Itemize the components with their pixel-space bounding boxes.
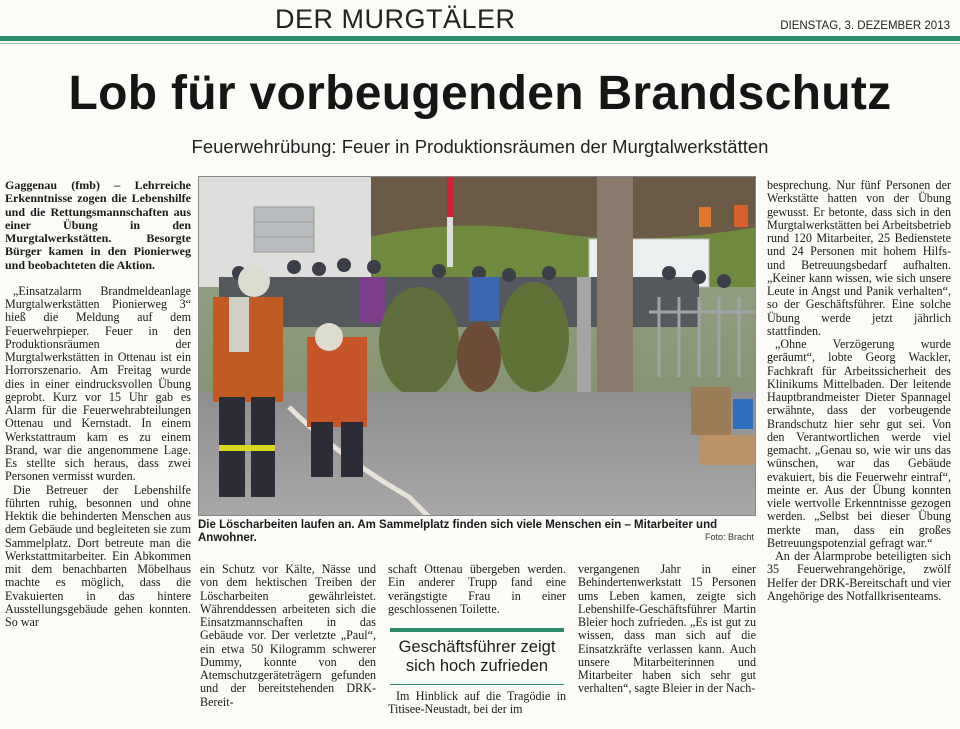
paragraph: schaft Ottenau übergeben werden. Ein anderer Trupp fand eine verängstigte Frau in einer geschlossenen Toilette. — [388, 562, 566, 616]
masthead: DER MURGTÄLER — [275, 4, 516, 34]
issue-date: DIENSTAG, 3. DEZEMBER 2013 — [780, 20, 950, 32]
paragraph: „Einsatzalarm Brandmeldeanlage Murgtalwerkstätten Pionierweg 3“ hieß die Meldung auf dem Feuerwehrpieper. Feuer in den Produktionsräumen der Murgtalwerkstätten in Ottenau ist ein Horrorszenario. Am Freitag wurde dies in einer eindrucksvollen Übung geprobt. Kurz vor 15 Uhr gab es Alarm für die Feuerwehrabteilungen Ottenau und Kernstadt. In einem Werkstattraum kam es zu einem Brand, war die angenommene Lage. Es stellte sich heraus, dass zwei Personen vermisst wurden. — [5, 283, 191, 484]
paragraph: ein Schutz vor Kälte, Nässe und von dem hektischen Treiben der Löscharbeiten gewährleistet. Währenddessen arbeiteten sich die Einsatzmannschaften in das Gebäude vor. Der verletzte „Paul“, ein etwa 50 Kilogramm schwerer Dummy, konnte von den Atemschutzgeräteträgern gefunden und der bereitstehenden DRK-Bereit- — [200, 562, 376, 709]
header-rule — [0, 36, 960, 41]
paragraph: besprechung. Nur fünf Personen der Werkstätte hatten von der Übung gewusst. Er betonte, dass sich in den Murgtalwerkstätten bei Arbeitsbetrieb rund 120 Mitarbeiter, 25 Bedienstete und 24 Personen mit hohem Hilfs- und Betreuungsbedarf aufhalten. „Keiner kann wissen, wie sich unsere Leute in Angst und Panik verhalten“, so der Geschäftsführer. Eine solche Übung werde jetzt jährlich stattfinden. — [767, 178, 951, 338]
text-column-5 — [767, 179, 951, 603]
section-subhead: Geschäftsführer zeigt sich hoch zufrieden — [390, 628, 564, 685]
paragraph: vergangenen Jahr in einer Behindertenwerkstatt 15 Personen ums Leben kamen, zeigte sich Lebenshilfe-Geschäftsführer Martin Bleier hoch zufrieden. „Es ist gut zu wissen, dass man sich auf die Einsatzkräfte verlassen kann. Auch unsere Mitarbeiterinnen und Mitarbeiter haben sich sehr gut verhalten“, sagte Bleier in der Nach- — [578, 562, 756, 696]
text-column-1 — [5, 179, 191, 629]
text-column-2 — [200, 563, 376, 709]
photo-credit: Foto: Bracht — [704, 532, 754, 542]
article-subheadline: Feuerwehrübung: Feuer in Produktionsräumen der Murgtalwerkstätten — [191, 136, 769, 157]
article-photo — [198, 176, 756, 516]
fire-drill-photo — [199, 177, 756, 516]
text-column-3 — [388, 563, 566, 616]
paragraph: „Ohne Verzögerung wurde geräumt“, lobte Georg Wackler, Fachkraft für Arbeitssicherheit des Klinikums Mittelbaden. Der leitende Hauptbrandmeister Dieter Spannagel erwähnte, dass der vorbeugende Brandschutz hier sehr gut sei. Von den Verantwortlichen werde viel gemacht. „Genau so, wie wir uns das wünschen, war das Gebäude evakuiert, bis die Feuerwehr eintraf“, meinte er. Aus der Übung konnten viele wertvolle Erkenntnisse gezogen werden. „Selbst bei dieser Übung merkte man, dass ein großes Betreuungspotenzial gefragt war.“ — [767, 337, 951, 550]
text-column-3b — [388, 690, 566, 717]
article-lead: Gaggenau (fmb) – Lehrreiche Erkenntnisse zogen die Lebenshilfe und die Rettungsmannschaften aus einer Übung in den Murgtalwerkstätten. Besorgte Bürger kamen in den Pionierweg und beobachteten die Aktion. — [5, 178, 191, 272]
article-headline: Lob für vorbeugenden Brandschutz — [68, 67, 892, 120]
paragraph: Im Hinblick auf die Tragödie in Titisee-Neustadt, bei der im — [388, 689, 566, 717]
text-column-4 — [578, 563, 756, 696]
header-rule-thin — [0, 43, 960, 44]
paragraph: Die Betreuer der Lebenshilfe führten ruhig, besonnen und ohne Hektik die behinderten Menschen aus dem Gebäude und begleiteten sie zum Sammelplatz. Dort betreute man die Werkstattmitarbeiter. Ein Abkommen mit dem benachbarten Möbelhaus machte es möglich, dass die Evakuierten in das hintere Ausstellungsgebäude gehen konnten. So war — [5, 482, 191, 629]
photo-caption: Die Löscharbeiten laufen an. Am Sammelplatz finden sich viele Menschen ein – Mitarbeiter und Anwohner. — [198, 519, 718, 544]
paragraph: An der Alarmprobe beteiligten sich 35 Feuerwehrangehörige, zwölf Helfer der DRK-Bereitschaft und vier Angehörige des Notfallkrisenteams. — [767, 549, 951, 603]
